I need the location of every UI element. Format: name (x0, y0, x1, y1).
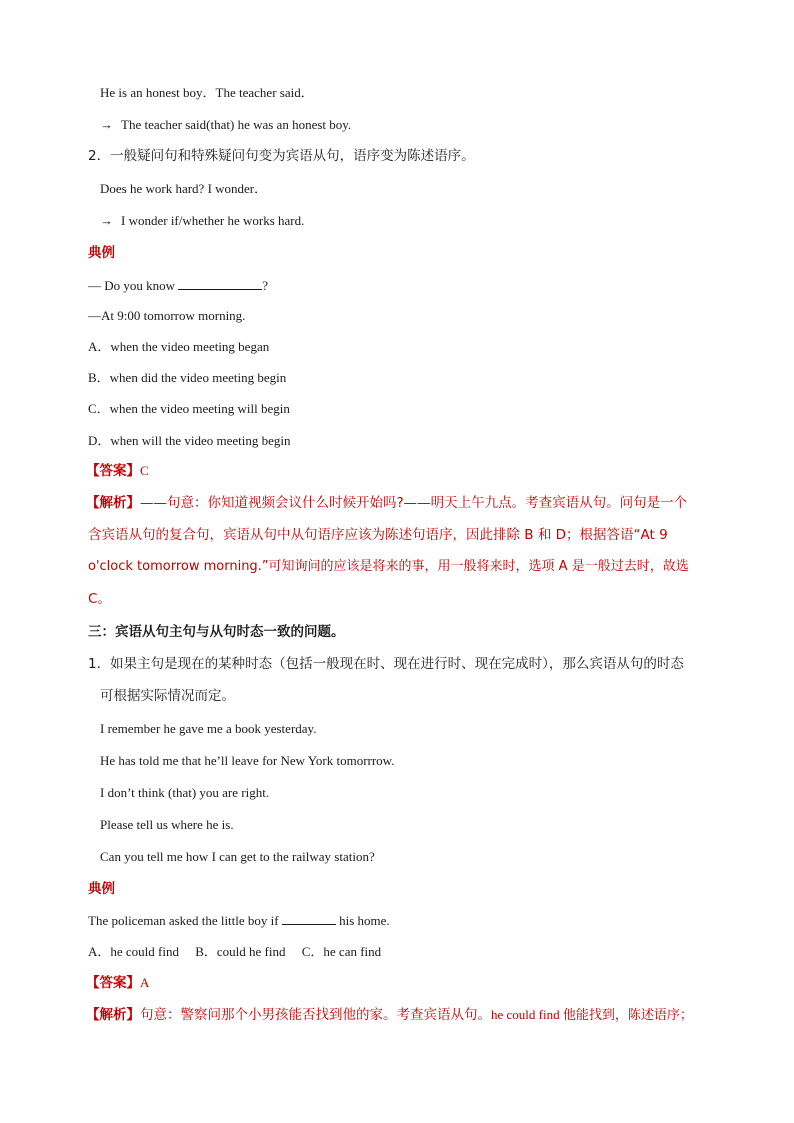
example-sentence: He is an honest boy．The teacher said． (100, 85, 314, 100)
question-mark: ? (262, 278, 269, 293)
answer-line (86, 975, 149, 991)
question-text: The policeman asked the little boy if (88, 913, 279, 928)
answer-line (86, 463, 149, 479)
options-line: A．he could find B．could he find C．he can find (88, 944, 382, 959)
result-text: I wonder if/whether he works hard. (121, 213, 305, 228)
arrow-icon: → (100, 117, 113, 132)
option-d: D．when will the video meeting begin (88, 433, 291, 448)
example-heading: 典例 (88, 881, 115, 897)
example-heading: 典例 (88, 245, 115, 261)
rule-1-continued: 可根据实际情况而定。 (100, 688, 235, 704)
rule-1: 1．如果主句是现在的某种时态（包括一般现在时、现在进行时、现在完成时），那么宾语从句的时态 (88, 656, 684, 672)
analysis-text: ——句意：你知道视频会议什么时候开始吗?——明天上午九点。考查宾语从句。问句是一个 (140, 495, 688, 511)
question-line (88, 912, 390, 929)
option-c: C．when the video meeting will begin (88, 401, 290, 416)
question-text: — Do you know (88, 278, 176, 293)
analysis-line: o'clock tomorrow morning.”可知询问的应该是将来的事，用一般将来时，选项 A 是一般过去时，故选 (88, 559, 689, 574)
arrow-icon: → (100, 213, 113, 228)
analysis-line: 含宾语从句的复合句，宾语从句中从句语序应该为陈述句语序，因此排除 B 和 D；根据答语“At 9 (88, 527, 668, 543)
answer-label: 【答案】 (86, 975, 140, 991)
analysis-label: 【解析】 (86, 1007, 140, 1023)
question-line (88, 277, 268, 294)
analysis-line: C。 (88, 591, 111, 607)
example-sentence: He has told me that he’ll leave for New York tomorrrow. (100, 753, 395, 768)
answer-label: 【答案】 (86, 463, 140, 479)
example-sentence: Can you tell me how I can get to the railway station? (100, 849, 375, 864)
answer-blank (282, 912, 336, 925)
question-text-end: his home. (339, 913, 390, 928)
example-sentence: Please tell us where he is. (100, 817, 234, 832)
transformed-sentence (100, 117, 351, 133)
analysis-label: 【解析】 (86, 495, 140, 511)
result-text: The teacher said(that) he was an honest boy. (121, 117, 352, 132)
example-sentence: I remember he gave me a book yesterday. (100, 721, 317, 736)
analysis-text: 句意：警察问那个小男孩能否找到他的家。考查宾语从句。 (140, 1007, 491, 1023)
analysis-line (86, 495, 687, 511)
rule-2: 2．一般疑问句和特殊疑问句变为宾语从句，语序变为陈述语序。 (88, 148, 475, 164)
example-sentence: I don’t think (that) you are right. (100, 785, 270, 800)
option-a: A．when the video meeting began (88, 339, 270, 354)
section-heading: 三：宾语从句主句与从句时态一致的问题。 (88, 624, 345, 640)
option-b: B．when did the video meeting begin (88, 370, 287, 385)
analysis-text-end: he could find 他能找到，陈述语序； (491, 1007, 693, 1022)
example-sentence: Does he work hard? I wonder． (100, 181, 268, 196)
answer-blank (178, 277, 262, 290)
answer-value: A (140, 975, 150, 990)
transformed-sentence (100, 213, 304, 229)
answer-value: C (140, 463, 149, 478)
analysis-line (86, 1007, 693, 1023)
reply-line: —At 9:00 tomorrow morning. (88, 308, 246, 323)
